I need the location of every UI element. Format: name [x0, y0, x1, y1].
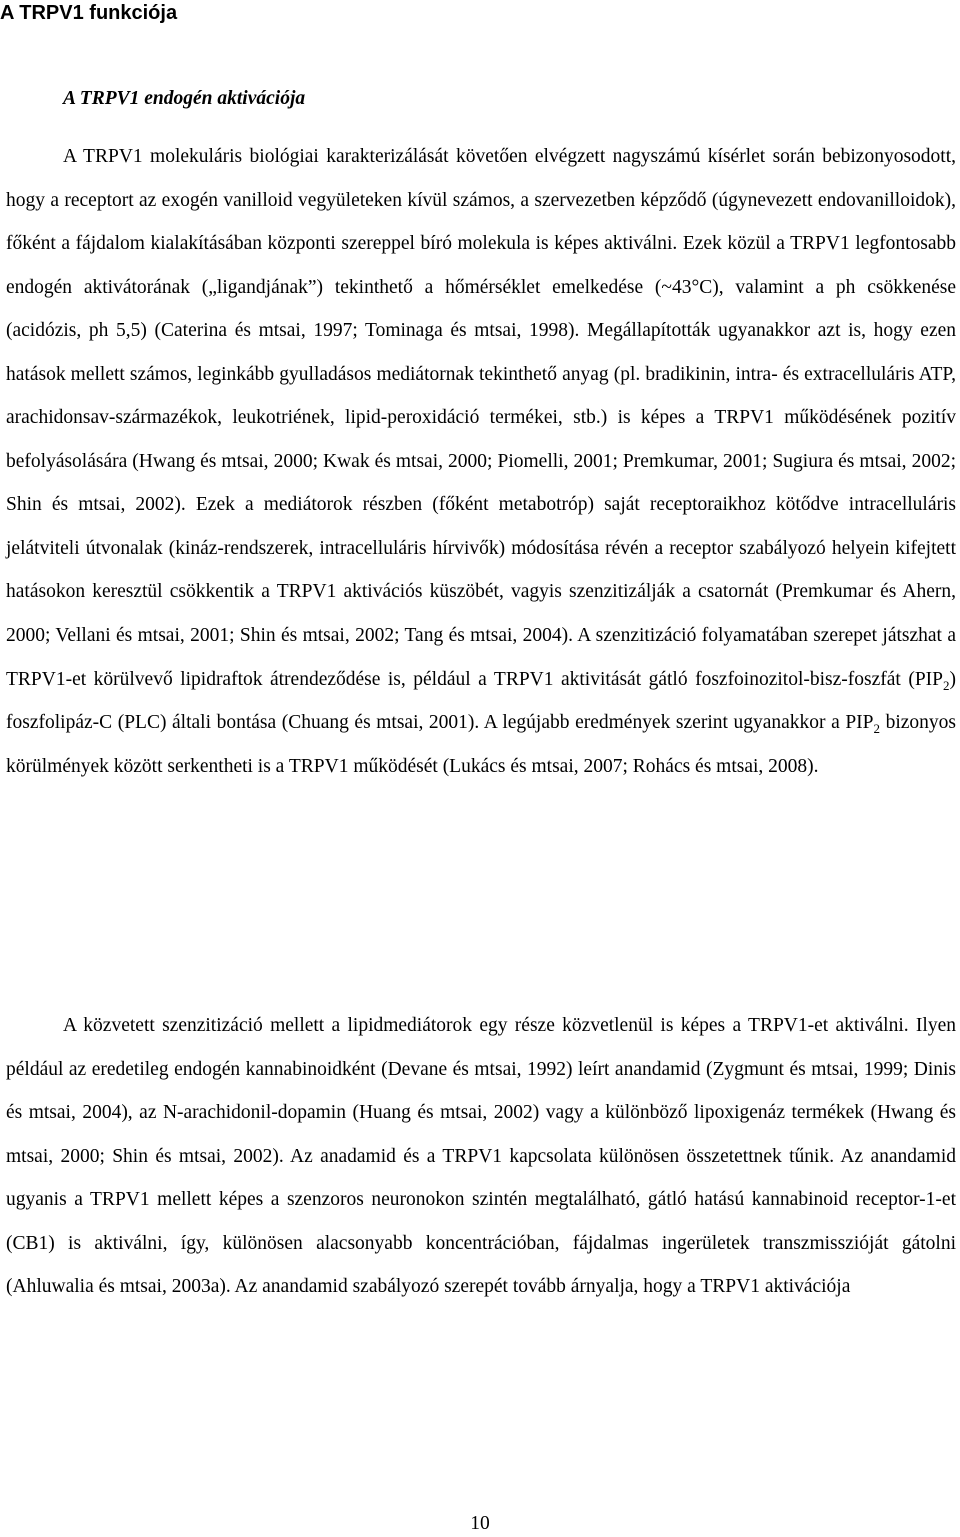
body-paragraph-2: A közvetett szenzitizáció mellett a lipidmediátorok egy része közvetlenül is képes a TRPV1-et aktiválni. Ilyen például az eredetileg endogén kannabinoidként (Devane és mtsai, 1992) leírt anandamid (Zygmunt és mtsai, 1999; Dinis és mtsai, 2004), az N-arachidonil-dopamin (Huang és mtsai, 2002) vagy a különböző lipoxigenáz termékek (Hwang és mtsai, 2000; Shin és mtsai, 2002). Az anadamid és a TRPV1 kapcsolata különösen összetettnek tűnik. Az anandamid ugyanis a TRPV1 mellett képes a szenzoros neuronokon szintén megtalálható, gátló hatású kannabinoid receptor-1-et (CB1) is aktiválni, így, különösen alacsonyabb koncentrációban, fájdalmas ingerületek transzmisszióját gátolni (Ahluwalia és mtsai, 2003a). Az anandamid szabályozó szerepét tovább árnyalja, hogy a TRPV1 aktivációja	[6, 1015, 956, 1298]
body-paragraph-1	[6, 135, 956, 788]
subsection-title: A TRPV1 endogén aktivációja	[63, 88, 306, 109]
pip-subscript-1: 2	[943, 677, 950, 693]
pip-subscript-2: 2	[873, 721, 881, 736]
page-number: 10	[470, 1513, 490, 1534]
paragraph-1-text-c: bizonyos körülmények között serkentheti is a TRPV1 működését (Lukács és mtsai, 2007; Rohács és mtsai, 2008).	[6, 712, 956, 777]
paragraph-1-text-a: A TRPV1 molekuláris biológiai karakterizálását követően elvégzett nagyszámú kísérlet során bebizonyosodott, hogy a receptort az exogén vanilloid vegyületeken kívül számos, a szervezetben képződő (úgynevezett endovanilloidok), főként a fájdalom kialakításában központi szereppel bíró molekula is képes aktiválni. Ezek közül a TRPV1 legfontosabb endogén aktivátorának („ligandjának”) tekinthető a hőmérséklet emelkedése (~43°C), valamint a ph csökkenése (acidózis, ph 5,5) (Caterina és mtsai, 1997; Tominaga és mtsai, 1998). Megállapították ugyanakkor azt is, hogy ezen hatások mellett számos, leginkább gyulladásos mediátornak tekinthető anyag (pl. bradikinin, intra- és extracelluláris ATP, arachidonsav-származékok, leukotriének, lipid-peroxidáció termékei, stb.) is képes a TRPV1 működésének pozitív befolyásolására (Hwang és mtsai, 2000; Kwak és mtsai, 2000; Piomelli, 2001; Premkumar, 2001; Sugiura és mtsai, 2002; Shin és mtsai, 2002). Ezek a mediátorok részben (főként metabotróp) saját receptoraikhoz kötődve intracelluláris jelátviteli útvonalak (kináz-rendszerek, intracelluláris hírvivők) módosítása révén a receptor szabályozó helyein kifejtett hatásokon keresztül csökkentik a TRPV1 aktivációs küszöbét, vagyis szenzitizálják a csatornát (Premkumar és Ahern, 2000; Vellani és mtsai, 2001; Shin és mtsai, 2002; Tang és mtsai, 2004). A szenzitizáció folyamatában szerepet játszhat a TRPV1-et körülvevő lipidraftok átrendeződése is, például a TRPV1 aktivitását gátló foszfoinozitol-bisz-foszfát (PIP	[6, 146, 956, 690]
section-title: A TRPV1 funkciója	[0, 2, 178, 24]
paragraph-1-text-b: ) foszfolipáz-C (PLC) általi bontása (Chuang és mtsai, 2001). A legújabb eredmények szerint ugyanakkor a PIP	[6, 668, 956, 734]
